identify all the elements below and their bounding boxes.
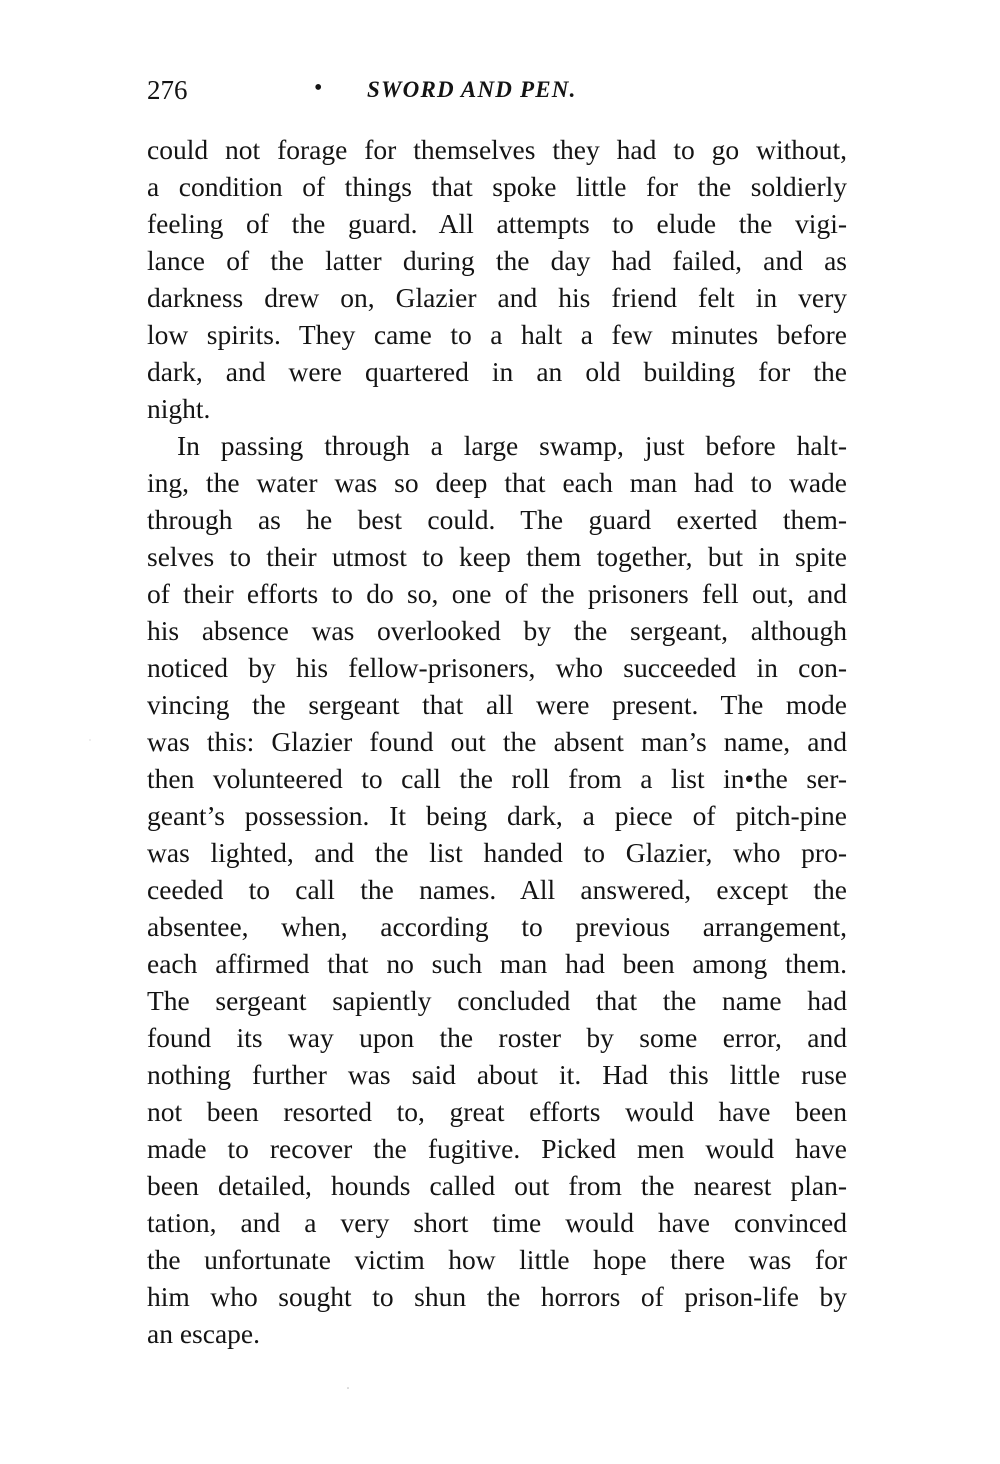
text-line: vincing the sergeant that all were present. The mode [147, 689, 847, 720]
text-line: was lighted, and the list handed to Glazier, who pro- [147, 837, 847, 868]
text-line: not been resorted to, great efforts would have been [147, 1096, 847, 1127]
text-line: darkness drew on, Glazier and his friend felt in very [147, 282, 847, 313]
text-line: tation, and a very short time would have convinced [147, 1207, 847, 1238]
text-line: each affirmed that no such man had been among them. [147, 948, 847, 979]
body-text [147, 131, 847, 1352]
text-line: selves to their utmost to keep them together, but in spite [147, 541, 847, 572]
text-line: absentee, when, according to previous arrangement, [147, 911, 847, 942]
text-line: The sergeant sapiently concluded that the name had [147, 985, 847, 1016]
text-line: then volunteered to call the roll from a list in•the ser- [147, 763, 847, 794]
paper-speck [89, 739, 90, 740]
text-line: feeling of the guard. All attempts to elude the vigi- [147, 208, 847, 239]
text-line: noticed by his fellow-prisoners, who succeeded in con- [147, 652, 847, 683]
paper-speck [347, 1387, 349, 1389]
text-line: a condition of things that spoke little for the soldierly [147, 171, 847, 202]
running-title: SWORD AND PEN. [367, 77, 577, 102]
text-line: of their efforts to do so, one of the prisoners fell out, and [147, 578, 847, 609]
text-line: was this: Glazier found out the absent man’s name, and [147, 726, 847, 757]
text-line: made to recover the fugitive. Picked men would have [147, 1133, 847, 1164]
text-line: found its way upon the roster by some error, and [147, 1022, 847, 1053]
page-number: 276 [147, 75, 188, 105]
text-line: dark, and were quartered in an old building for the [147, 356, 847, 387]
text-line: been detailed, hounds called out from the nearest plan- [147, 1170, 847, 1201]
running-head [147, 70, 847, 110]
text-line: through as he best could. The guard exerted them- [147, 504, 847, 535]
text-line: him who sought to shun the horrors of prison-life by [147, 1281, 847, 1312]
text-line: night. [147, 393, 211, 424]
text-line: low spirits. They came to a halt a few minutes before [147, 319, 847, 350]
text-line: could not forage for themselves they had to go without, [147, 134, 847, 165]
text-line: nothing further was said about it. Had this little ruse [147, 1059, 847, 1090]
running-head-mark: • [314, 75, 323, 101]
paragraph [147, 427, 847, 1352]
text-line: the unfortunate victim how little hope there was for [147, 1244, 847, 1275]
paragraph [147, 131, 847, 427]
text-line: his absence was overlooked by the sergeant, although [147, 615, 847, 646]
text-line: ceeded to call the names. All answered, except the [147, 874, 847, 905]
text-line: an escape. [147, 1318, 260, 1349]
text-line: ing, the water was so deep that each man had to wade [147, 467, 847, 498]
text-line: In passing through a large swamp, just before halt- [177, 430, 847, 461]
text-line: geant’s possession. It being dark, a piece of pitch-pine [147, 800, 847, 831]
text-line: lance of the latter during the day had failed, and as [147, 245, 847, 276]
